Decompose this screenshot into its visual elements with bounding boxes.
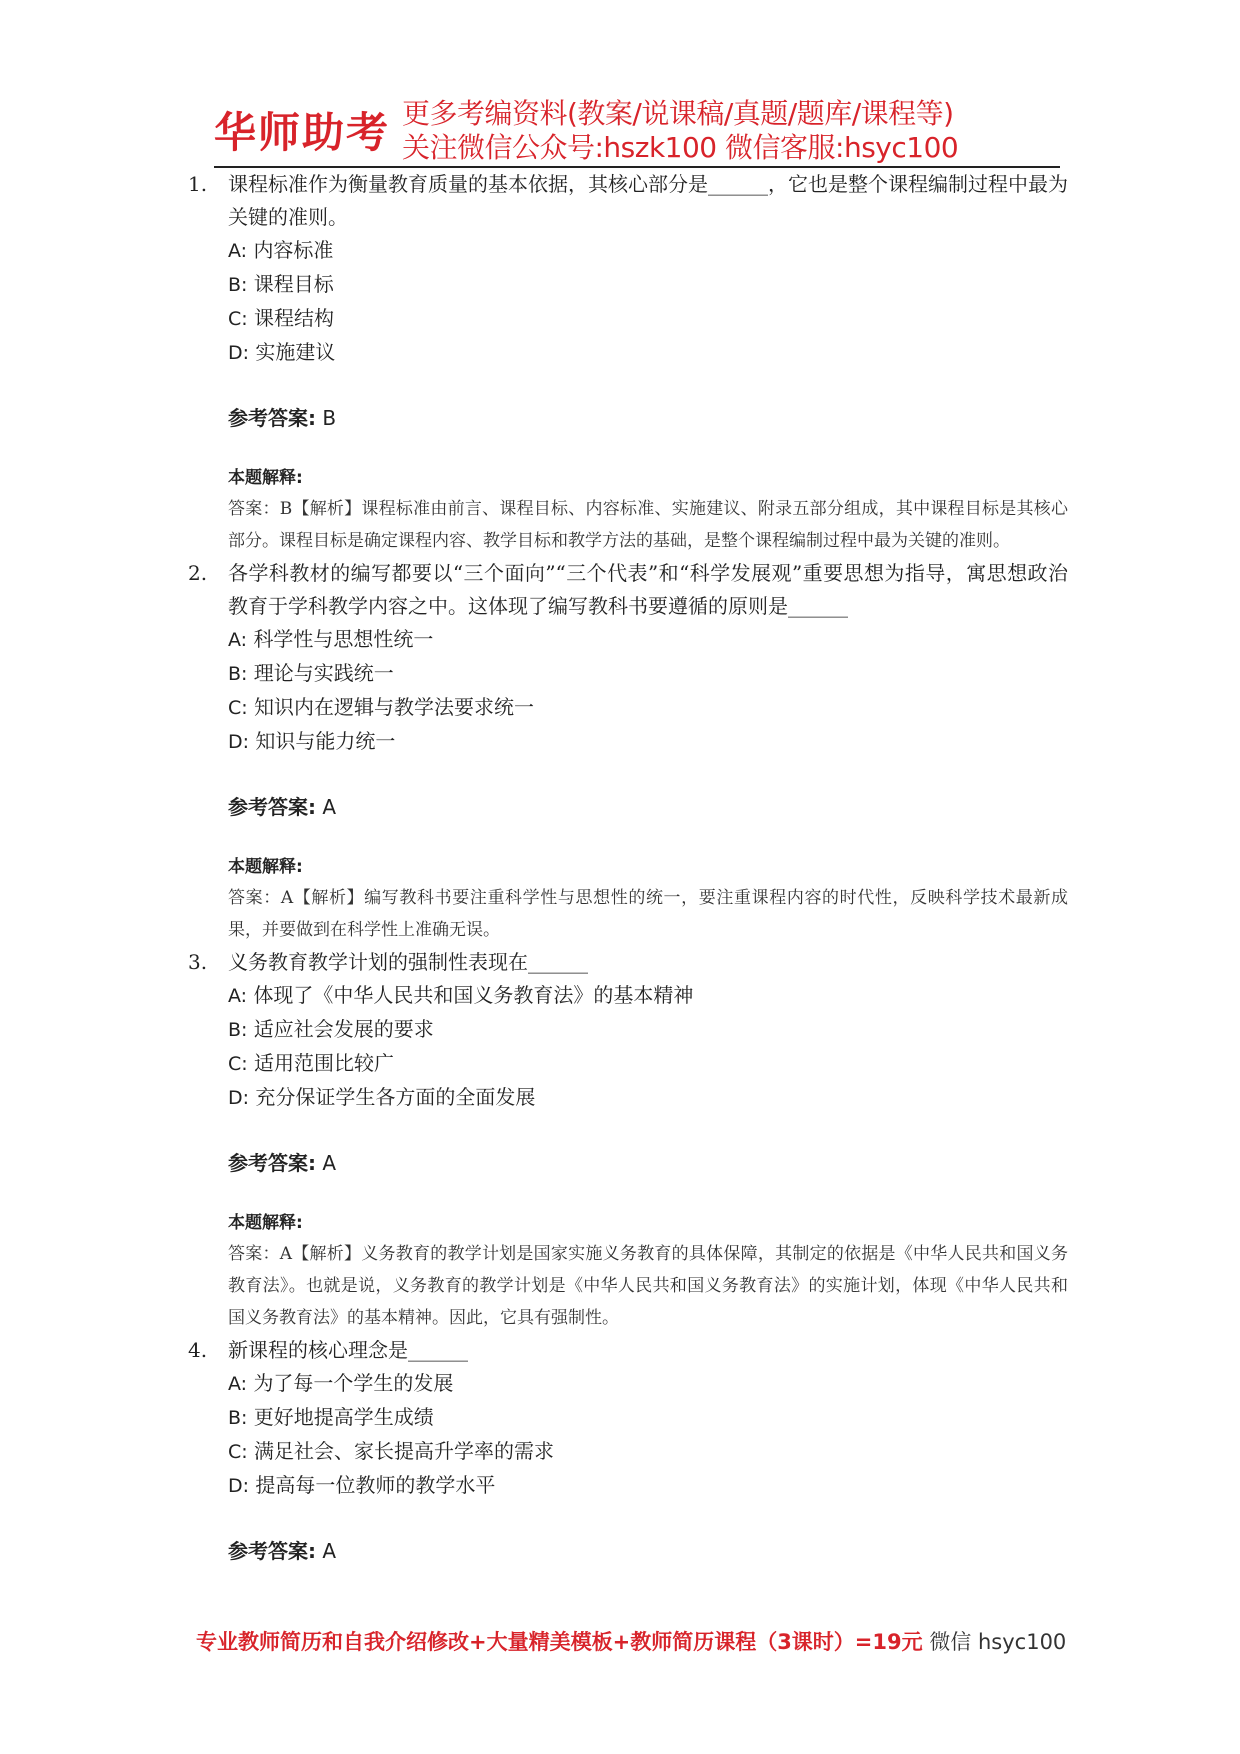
option-text: 实施建议 — [255, 340, 336, 364]
answer-label: 参考答案: — [228, 795, 316, 819]
explanation-label: 本题解释: — [228, 1213, 303, 1233]
question-text: 义务教育教学计划的强制性表现在______ — [228, 950, 588, 974]
option-d — [228, 1081, 1068, 1115]
option-label: D: — [228, 342, 250, 364]
option-a — [228, 234, 1068, 268]
answer-value: A — [322, 1539, 337, 1563]
option-text: 科学性与思想性统一 — [253, 627, 434, 651]
option-text: 内容标准 — [253, 238, 334, 262]
answer-label: 参考答案: — [228, 1151, 316, 1175]
option-text: 适用范围比较广 — [254, 1051, 395, 1075]
question-number: 2. — [188, 561, 208, 585]
option-label: B: — [228, 1407, 248, 1429]
option-label: B: — [228, 1019, 248, 1041]
option-c — [228, 302, 1068, 336]
question-number: 3. — [188, 950, 208, 974]
brand-logo: 华师助考 — [214, 108, 391, 157]
answer-label: 参考答案: — [228, 1539, 316, 1563]
option-text: 充分保证学生各方面的全面发展 — [255, 1085, 536, 1109]
option-text: 知识与能力统一 — [255, 729, 396, 753]
option-label: D: — [228, 731, 250, 753]
header-tagline-materials: 更多考编资料(教案/说课稿/真题/题库/课程等) — [402, 97, 954, 130]
footer-promo — [196, 1626, 1096, 1656]
option-b — [228, 1401, 1068, 1435]
option-label: A: — [228, 629, 248, 651]
option-text: 体现了《中华人民共和国义务教育法》的基本精神 — [253, 983, 694, 1007]
promo-text: 专业教师简历和自我介绍修改+大量精美模板+教师简历课程（3课时）=19元 — [196, 1630, 923, 1654]
option-label: B: — [228, 274, 248, 296]
option-text: 提高每一位教师的教学水平 — [255, 1473, 496, 1497]
option-a — [228, 623, 1068, 657]
reference-answer — [228, 791, 1068, 824]
option-d — [228, 336, 1068, 370]
option-text: 理论与实践统一 — [253, 661, 394, 685]
explanation-text: 答案：A【解析】编写教科书要注重科学性与思想性的统一，要注重课程内容的时代性，反映科学技术最新成果，并要做到在科学性上准确无误。 — [228, 888, 1068, 940]
option-a — [228, 1367, 1068, 1401]
question-text: 课程标准作为衡量教育质量的基本依据，其核心部分是______，它也是整个课程编制过程中最为关键的准则。 — [228, 172, 1068, 229]
option-d — [228, 1469, 1068, 1503]
answer-value: B — [322, 406, 337, 430]
option-label: A: — [228, 240, 248, 262]
answer-value: A — [322, 795, 337, 819]
option-label: C: — [228, 308, 248, 330]
option-a — [228, 979, 1068, 1013]
option-c — [228, 1047, 1068, 1081]
option-text: 满足社会、家长提高升学率的需求 — [254, 1439, 555, 1463]
option-label: D: — [228, 1087, 250, 1109]
answer-label: 参考答案: — [228, 406, 316, 430]
reference-answer — [228, 1535, 1068, 1568]
answer-value: A — [322, 1151, 337, 1175]
option-text: 适应社会发展的要求 — [253, 1017, 434, 1041]
reference-answer — [228, 1147, 1068, 1180]
reference-answer — [228, 402, 1068, 435]
question-number: 4. — [188, 1338, 208, 1362]
question-3 — [188, 946, 1068, 1334]
option-d — [228, 725, 1068, 759]
option-b — [228, 1013, 1068, 1047]
option-text: 知识内在逻辑与教学法要求统一 — [254, 695, 535, 719]
header-banner — [214, 92, 1064, 164]
question-text: 各学科教材的编写都要以“三个面向”“三个代表”和“科学发展观”重要思想为指导，寓思想政治教育于学科教学内容之中。这体现了编写教科书要遵循的原则是______ — [228, 561, 1068, 618]
option-label: A: — [228, 985, 248, 1007]
option-label: C: — [228, 1441, 248, 1463]
explanation-text: 答案：B【解析】课程标准由前言、课程目标、内容标准、实施建议、附录五部分组成，其中课程目标是其核心部分。课程目标是确定课程内容、教学目标和教学方法的基础，是整个课程编制过程中最为关键的准则。 — [228, 499, 1068, 551]
option-text: 课程结构 — [254, 306, 335, 330]
explanation-text: 答案：A【解析】义务教育的教学计划是国家实施义务教育的具体保障，其制定的依据是《中华人民共和国义务教育法》。也就是说，义务教育的教学计划是《中华人民共和国义务教育法》的实施计划，体现《中华人民共和国义务教育法》的基本精神。因此，它具有强制性。 — [228, 1244, 1068, 1328]
option-b — [228, 657, 1068, 691]
question-number: 1. — [188, 172, 208, 196]
wechat-contact: 微信 hsyc100 — [929, 1630, 1067, 1654]
question-1 — [188, 168, 1068, 557]
question-list — [188, 168, 1068, 1568]
option-label: C: — [228, 697, 248, 719]
option-label: A: — [228, 1373, 248, 1395]
question-2 — [188, 557, 1068, 946]
option-text: 更好地提高学生成绩 — [253, 1405, 434, 1429]
explanation-label: 本题解释: — [228, 468, 303, 488]
option-text: 为了每一个学生的发展 — [253, 1371, 454, 1395]
option-label: D: — [228, 1475, 250, 1497]
question-text: 新课程的核心理念是______ — [228, 1338, 468, 1362]
option-c — [228, 1435, 1068, 1469]
explanation-label: 本题解释: — [228, 857, 303, 877]
option-text: 课程目标 — [253, 272, 334, 296]
option-c — [228, 691, 1068, 725]
option-label: B: — [228, 663, 248, 685]
question-4 — [188, 1334, 1068, 1568]
option-b — [228, 268, 1068, 302]
option-label: C: — [228, 1053, 248, 1075]
header-tagline-contact: 关注微信公众号:hszk100 微信客服:hsyc100 — [402, 131, 959, 164]
